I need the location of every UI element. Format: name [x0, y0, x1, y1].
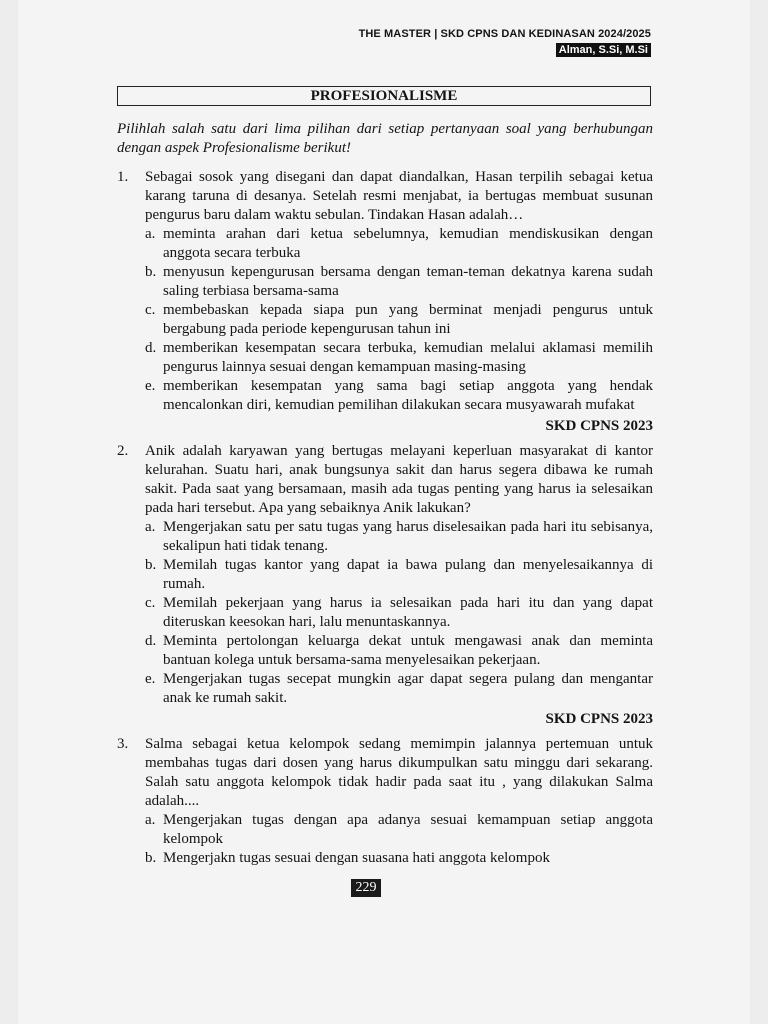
- option-letter: a.: [145, 812, 156, 828]
- option-letter: a.: [145, 519, 156, 535]
- option-text: Memilah tugas kantor yang dapat ia bawa pulang dan menyelesaikannya di rumah.: [163, 557, 653, 592]
- question-list: [117, 168, 653, 868]
- option-letter: b.: [145, 557, 157, 573]
- header-book-title: THE MASTER | SKD CPNS DAN KEDINASAN 2024/2025: [358, 28, 651, 40]
- option-text: Mengerjakan tugas dengan apa adanya sesuai kemampuan setiap anggota kelompok: [163, 812, 653, 847]
- option-e: [145, 670, 653, 708]
- question-1: [117, 168, 653, 415]
- option-text: menyusun kepengurusan bersama dengan teman-teman dekatnya karena sudah saling terbiasa bersama-sama: [163, 264, 653, 299]
- option-b: [145, 263, 653, 301]
- option-text: Mengerjakan satu per satu tugas yang harus diselesaikan pada hari itu sebisanya, sekalipun hati tidak tenang.: [163, 519, 653, 554]
- option-b: [145, 849, 653, 868]
- option-letter: d.: [145, 633, 157, 649]
- section-title: PROFESIONALISME: [117, 86, 651, 106]
- option-a: [145, 518, 653, 556]
- option-letter: c.: [145, 302, 156, 318]
- option-letter: a.: [145, 226, 156, 242]
- option-letter: c.: [145, 595, 156, 611]
- option-text: memberikan kesempatan secara terbuka, kemudian melalui aklamasi memilih pengurus lainnya sesuai dengan kemampuan masing-masing: [163, 340, 653, 375]
- option-b: [145, 556, 653, 594]
- option-text: Meminta pertolongan keluarga dekat untuk mengawasi anak dan meminta bantuan kolega untuk bersama-sama menyelesaikan pekerjaan.: [163, 633, 653, 668]
- question-3: [117, 735, 653, 868]
- question-text: Anik adalah karyawan yang bertugas melayani keperluan masyarakat di kantor kelurahan. Suatu hari, anak bungsunya sakit dan harus segera dibawa ke rumah sakit. Pada saat yang bersamaan, masih ada tugas penting yang harus ia selesaikan pada hari tersebut. Apa yang sebaiknya Anik lakukan?: [145, 443, 653, 516]
- option-e: [145, 377, 653, 415]
- question-source: SKD CPNS 2023: [545, 711, 653, 727]
- option-d: [145, 339, 653, 377]
- option-d: [145, 632, 653, 670]
- option-a: [145, 225, 653, 263]
- option-c: [145, 301, 653, 339]
- option-letter: d.: [145, 340, 157, 356]
- option-a: [145, 811, 653, 849]
- question-number: 3.: [117, 736, 129, 752]
- header-author: Alman, S.Si, M.Si: [556, 43, 651, 57]
- option-text: memberikan kesempatan yang sama bagi setiap anggota yang hendak mencalonkan diri, kemudian pemilihan dilakukan secara musyawarah mufakat: [163, 378, 653, 413]
- running-header: [359, 28, 651, 57]
- option-c: [145, 594, 653, 632]
- option-text: meminta arahan dari ketua sebelumnya, kemudian mendiskusikan dengan anggota secara terbuka: [163, 226, 653, 261]
- option-letter: b.: [145, 850, 157, 866]
- question-number: 1.: [117, 169, 129, 185]
- option-text: Mengerjakn tugas sesuai dengan suasana hati anggota kelompok: [163, 850, 550, 866]
- question-number: 2.: [117, 443, 129, 459]
- question-source: SKD CPNS 2023: [545, 418, 653, 434]
- option-text: Mengerjakan tugas secepat mungkin agar dapat segera pulang dan mengantar anak ke rumah sakit.: [163, 671, 653, 706]
- option-text: Memilah pekerjaan yang harus ia selesaikan pada hari itu dan yang dapat diteruskan keesokan hari, lalu menuntaskannya.: [163, 595, 653, 630]
- instructions: Pilihlah salah satu dari lima pilihan dari setiap pertanyaan soal yang berhubungan dengan aspek Profesionalisme berikut!: [117, 121, 653, 156]
- page-number: 229: [351, 879, 381, 897]
- option-letter: e.: [145, 671, 156, 687]
- option-letter: e.: [145, 378, 156, 394]
- question-2: [117, 442, 653, 708]
- question-text: Sebagai sosok yang disegani dan dapat diandalkan, Hasan terpilih sebagai ketua karang taruna di desanya. Setelah resmi menjabat, ia bertugas membuat susunan pengurus baru dalam waktu sebulan. Tindakan Hasan adalah…: [145, 169, 653, 223]
- question-text: Salma sebagai ketua kelompok sedang memimpin jalannya pertemuan untuk membahas tugas dari dosen yang harus dikumpulkan satu minggu dari sekarang. Salah satu anggota kelompok tidak hadir pada saat itu , yang dilakukan Salma adalah....: [145, 736, 653, 809]
- option-text: membebaskan kepada siapa pun yang berminat menjadi pengurus untuk bergabung pada periode kepengurusan tahun ini: [163, 302, 653, 337]
- option-letter: b.: [145, 264, 157, 280]
